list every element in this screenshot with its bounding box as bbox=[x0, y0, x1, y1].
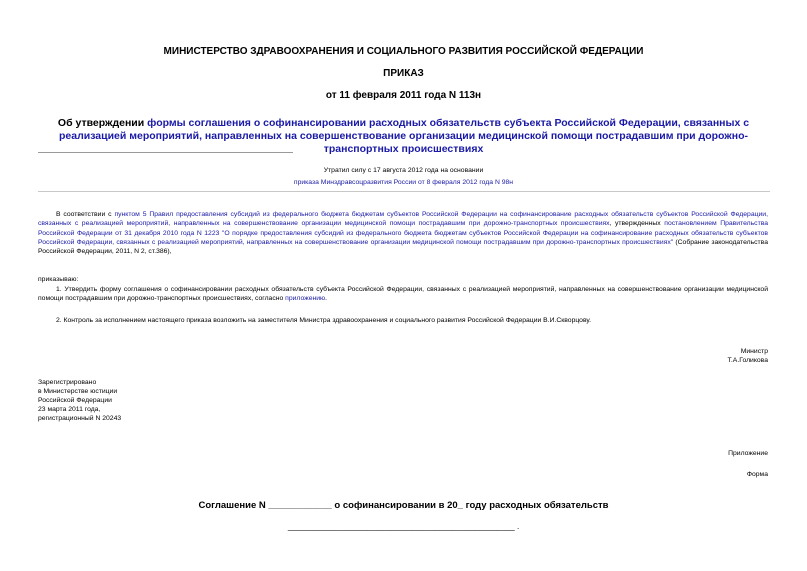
signature-block bbox=[568, 347, 768, 365]
document-date-number: от 11 февраля 2011 года N 113н bbox=[325, 90, 482, 101]
divider-long bbox=[38, 191, 770, 192]
agreement-blank-line: ___________________________________________________ . bbox=[287, 522, 520, 531]
status-link[interactable]: приказа Минздравсоцразвития России от 8 февраля 2012 года N 98н bbox=[293, 179, 514, 186]
government-resolution-link[interactable]: постановлением Правительства Российской Федерации от 31 декабря 2010 года N 1223 "О порядке предоставления субсидий из федерального бюджета бюджетам субъектов Российской Федерации на софинансирование расходных обязательств субъектов Российской Федерации, связанных с реализацией мероприятий, направленных на совершенствование организации медицинской помощи пострадавшим при дорожно-транспортных происшествиях" bbox=[38, 220, 769, 246]
appendix-label: Приложение bbox=[728, 450, 768, 457]
appendix-form-label: Форма bbox=[746, 471, 768, 478]
divider-short bbox=[38, 152, 293, 153]
signature-position: Министр bbox=[740, 348, 768, 355]
registration-line-1: Зарегистрировано bbox=[38, 379, 97, 386]
appendix-link[interactable]: приложению bbox=[285, 295, 326, 303]
signature-name: Т.А.Голикова bbox=[727, 357, 768, 364]
preamble-intro: В соответствии с bbox=[56, 211, 115, 218]
registration-block bbox=[38, 378, 238, 423]
preamble-paragraph bbox=[38, 210, 768, 256]
status-line bbox=[0, 166, 807, 187]
document-title bbox=[36, 117, 771, 156]
rules-point-5-link[interactable]: пунктом 5 Правил предоставления субсидий из федерального бюджета бюджетам субъектов Российской Федерации на софинансирование расходных обязательств субъектов Российской Федерации, связанных с реализацией мероприятий, направленных на совершенствование организации медицинской помощи пострадавшим при дорожно-транспортных происшествиях bbox=[38, 211, 768, 228]
preamble-mid: , утвержденных bbox=[609, 220, 665, 228]
order-item-1-text: 1. Утвердить форму соглашения о софинансировании расходных обязательств субъекта Российской Федерации, связанных с реализацией мероприятий, направленных на совершенствование организации медицинской помощи пострадавшим при дорожно-транспортных происшествиях, согласно bbox=[38, 286, 768, 303]
preamble-end: (Собрание законодательства Российской Федерации, 2011, N 2, ст.386), bbox=[38, 238, 768, 256]
registration-line-3: Российской Федерации bbox=[38, 397, 112, 404]
registration-line-2: в Министерстве юстиции bbox=[38, 388, 118, 395]
document-type: ПРИКАЗ bbox=[383, 68, 424, 79]
order-item-2: 2. Контроль за исполнением настоящего приказа возложить на заместителя Министра здравоохранения и социального развития Российской Федерации В.И.Скворцову. bbox=[56, 317, 592, 324]
order-item-1 bbox=[38, 285, 768, 304]
status-text: Утратил силу с 17 августа 2012 года на основании bbox=[323, 167, 484, 174]
agreement-title: Соглашение N ____________ о софинансировании в 20_ году расходных обязательств bbox=[198, 500, 609, 511]
title-prefix: Об утверждении bbox=[57, 117, 148, 129]
ministry-name: МИНИСТЕРСТВО ЗДРАВООХРАНЕНИЯ И СОЦИАЛЬНОГО РАЗВИТИЯ РОССИЙСКОЙ ФЕДЕРАЦИИ bbox=[163, 46, 644, 57]
title-link[interactable]: формы соглашения о софинансировании расходных обязательств субъекта Российской Федерации, связанных с реализацией мероприятий, направленных на совершенствование организации медицинской помощи пострадавшим при дорожно-транспортных происшествиях bbox=[58, 117, 750, 155]
order-item-1-end: . bbox=[325, 295, 328, 303]
order-word: приказываю: bbox=[38, 276, 79, 283]
registration-line-5: регистрационный N 20243 bbox=[38, 415, 122, 422]
registration-line-4: 23 марта 2011 года, bbox=[38, 406, 101, 413]
